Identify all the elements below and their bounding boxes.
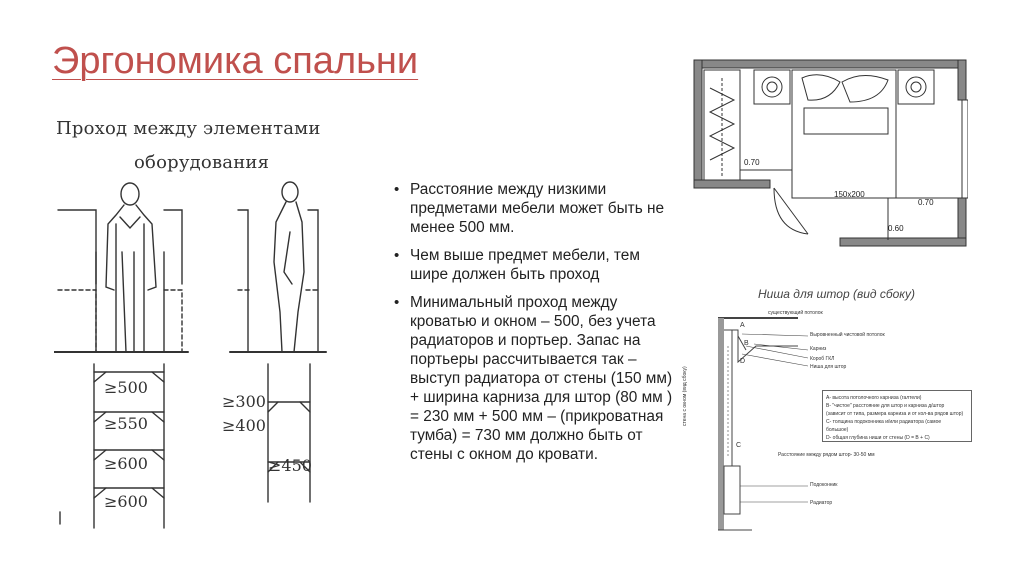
niche-mark-c: C — [736, 442, 742, 449]
niche-mark-d: D — [740, 358, 746, 365]
niche-legend-line-2: B- "чистое" расстояние для штор и карниза д/штор — [826, 403, 945, 409]
slide-title: Эргономика спальни — [52, 40, 419, 82]
plan-dim-left: 0.70 — [744, 158, 760, 167]
side-dim-2: ≥400 — [222, 416, 266, 435]
niche-label-radiator: Радиатор — [810, 500, 833, 506]
niche-label-ceiling: существующий потолок — [768, 310, 823, 316]
floor-plan-drawing — [692, 58, 968, 248]
side-dim-1: ≥300 — [222, 392, 266, 411]
bullet-item-3: • Минимальный проход между кроватью и окном – 500, без учета радиаторов и портьер. Запас на портьеры рассчитывается так – выступ радиатора от стены (150 мм) + ширина карниза для штор (80 мм ) = 230 мм + 500 мм – (прикроватная тумба) = 730 мм должно быть от стены с окном до кровати. — [392, 293, 677, 464]
niche-legend-line-4: C- толщина подоконника и/или радиатора (самое — [826, 419, 942, 425]
front-dim-1: ≥500 — [104, 378, 148, 397]
bullet-item-1: • Расстояние между низкими предметами мебели может быть не менее 500 мм. — [392, 180, 677, 237]
side-dim-3: ≥450 — [268, 456, 312, 475]
plan-bed-size: 150x200 — [834, 190, 865, 199]
front-dim-4: ≥600 — [104, 492, 148, 511]
front-dim-3: ≥600 — [104, 454, 148, 473]
niche-title: Ниша для штор (вид сбоку) — [758, 287, 915, 301]
niche-legend-line-6: D- общая глубина ниши от стены (D = B + C) — [826, 435, 930, 441]
niche-legend-line-3: (зависит от типа, размера карниза и от кол-ва рядов штор) — [826, 411, 964, 417]
plan-dim-bottom: 0.60 — [888, 224, 904, 233]
niche-mark-a: A — [740, 322, 745, 329]
niche-label-wall: стена с окном (вид сбоку) — [682, 366, 688, 426]
plan-dim-right: 0.70 — [918, 198, 934, 207]
niche-mark-b: B — [744, 340, 749, 347]
niche-legend — [822, 390, 972, 442]
niche-label-niche: Ниша для штор — [810, 364, 847, 370]
bullet-item-2: • Чем выше предмет мебели, тем шире должен быть проход — [392, 246, 677, 284]
niche-label-distance: Расстояние между рядом штор- 30-50 мм — [778, 452, 875, 458]
niche-legend-line-1: A- высота потолочного карниза (галтели) — [826, 395, 922, 401]
niche-legend-line-5: большое) — [826, 427, 849, 433]
niche-label-box: Короб ГКЛ — [810, 356, 835, 362]
bedroom-floor-plan — [692, 58, 968, 248]
niche-label-sill: Подоконник — [810, 482, 838, 488]
bullet-list — [392, 180, 677, 473]
figure-heading-line1: Проход между элементами — [56, 118, 321, 139]
front-dim-2: ≥550 — [104, 414, 148, 433]
passage-figure — [54, 112, 390, 532]
niche-label-finish-ceiling: Выровненный чистовой потолок — [810, 332, 885, 338]
figure-heading-line2: оборудования — [134, 152, 270, 173]
niche-label-cornice: Карниз — [810, 346, 827, 352]
